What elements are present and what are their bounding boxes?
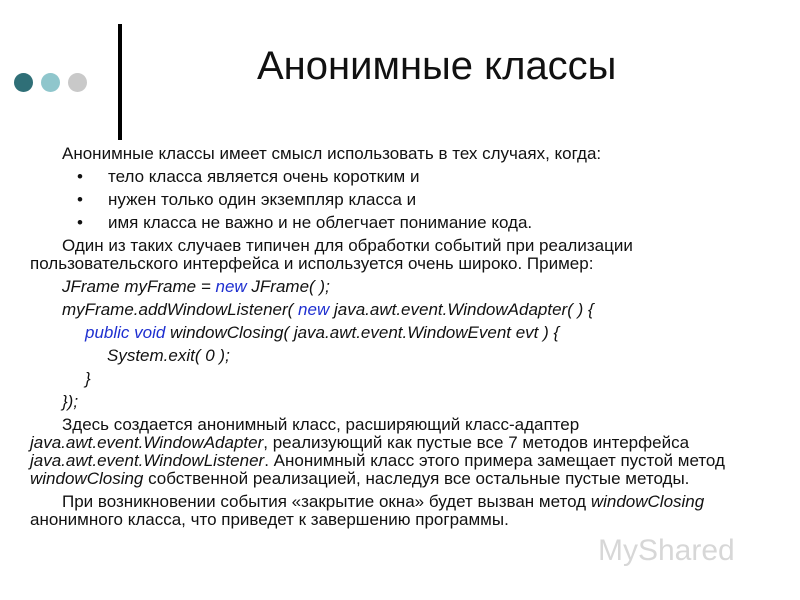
text-run: , реализующий как пустые все 7 методов интерфейса [263, 433, 690, 452]
bullet-item [30, 214, 775, 232]
code-text: myFrame.addWindowListener( [62, 300, 299, 319]
code-ref: java.awt.event.WindowListener [30, 451, 265, 470]
bullet-text: нужен только один экземпляр класса и [108, 190, 417, 209]
code-text: JFrame myFrame = [62, 277, 216, 296]
text-run: Здесь создается анонимный класс, расширяющий класс-адаптер [62, 415, 580, 434]
text-run: . Анонимный класс этого примера замещает пустой метод [264, 451, 725, 470]
intro-text: Анонимные классы имеет смысл использовать в тех случаях, когда: [62, 144, 602, 163]
code-ref: java.awt.event.WindowAdapter [30, 433, 264, 452]
paragraph-example-intro: Один из таких случаев типичен для обработки событий при реализации пользовательского интерфейса и используется очень широко. Пример: [30, 236, 633, 273]
code-line-3 [30, 324, 775, 342]
paragraph-explanation [30, 416, 775, 488]
title-divider-line [118, 24, 122, 140]
code-keyword: new [215, 277, 247, 296]
text-run: При возникновении события «закрытие окна» будет вызван метод [62, 492, 591, 511]
slide-title: Анонимные классы [257, 44, 617, 88]
dot-light-teal [41, 73, 60, 92]
bullet-marker: • [77, 190, 83, 209]
bullet-marker: • [77, 213, 83, 232]
dot-dark-teal [14, 73, 33, 92]
code-text: JFrame( ); [246, 277, 330, 296]
bullet-item [30, 191, 775, 209]
watermark-logo: MyShared [598, 534, 735, 567]
code-line-1 [30, 278, 775, 296]
code-ref: windowClosing [30, 469, 144, 488]
code-ref: windowClosing [590, 492, 705, 511]
slide-body [30, 145, 775, 534]
bullet-marker: • [77, 167, 83, 186]
code-text: windowClosing( java.awt.event.WindowEvent evt ) { [165, 323, 560, 342]
code-keyword: new [298, 300, 330, 319]
bullet-item [30, 168, 775, 186]
text-run: собственной реализацией, наследуя все остальные пустые методы. [143, 469, 690, 488]
decorative-dots [14, 73, 87, 92]
code-line-5: } [85, 369, 91, 388]
paragraph-conclusion [30, 493, 775, 529]
dot-gray [68, 73, 87, 92]
code-keyword: public void [85, 323, 166, 342]
code-line-4: System.exit( 0 ); [107, 346, 230, 365]
code-line-6: }); [62, 392, 79, 411]
code-line-2 [30, 301, 775, 319]
text-run: анонимного класса, что приведет к завершению программы. [30, 510, 509, 529]
code-text: java.awt.event.WindowAdapter( ) { [329, 300, 594, 319]
bullet-text: тело класса является очень коротким и [108, 167, 420, 186]
bullet-text: имя класса не важно и не облегчает понимание кода. [108, 213, 533, 232]
